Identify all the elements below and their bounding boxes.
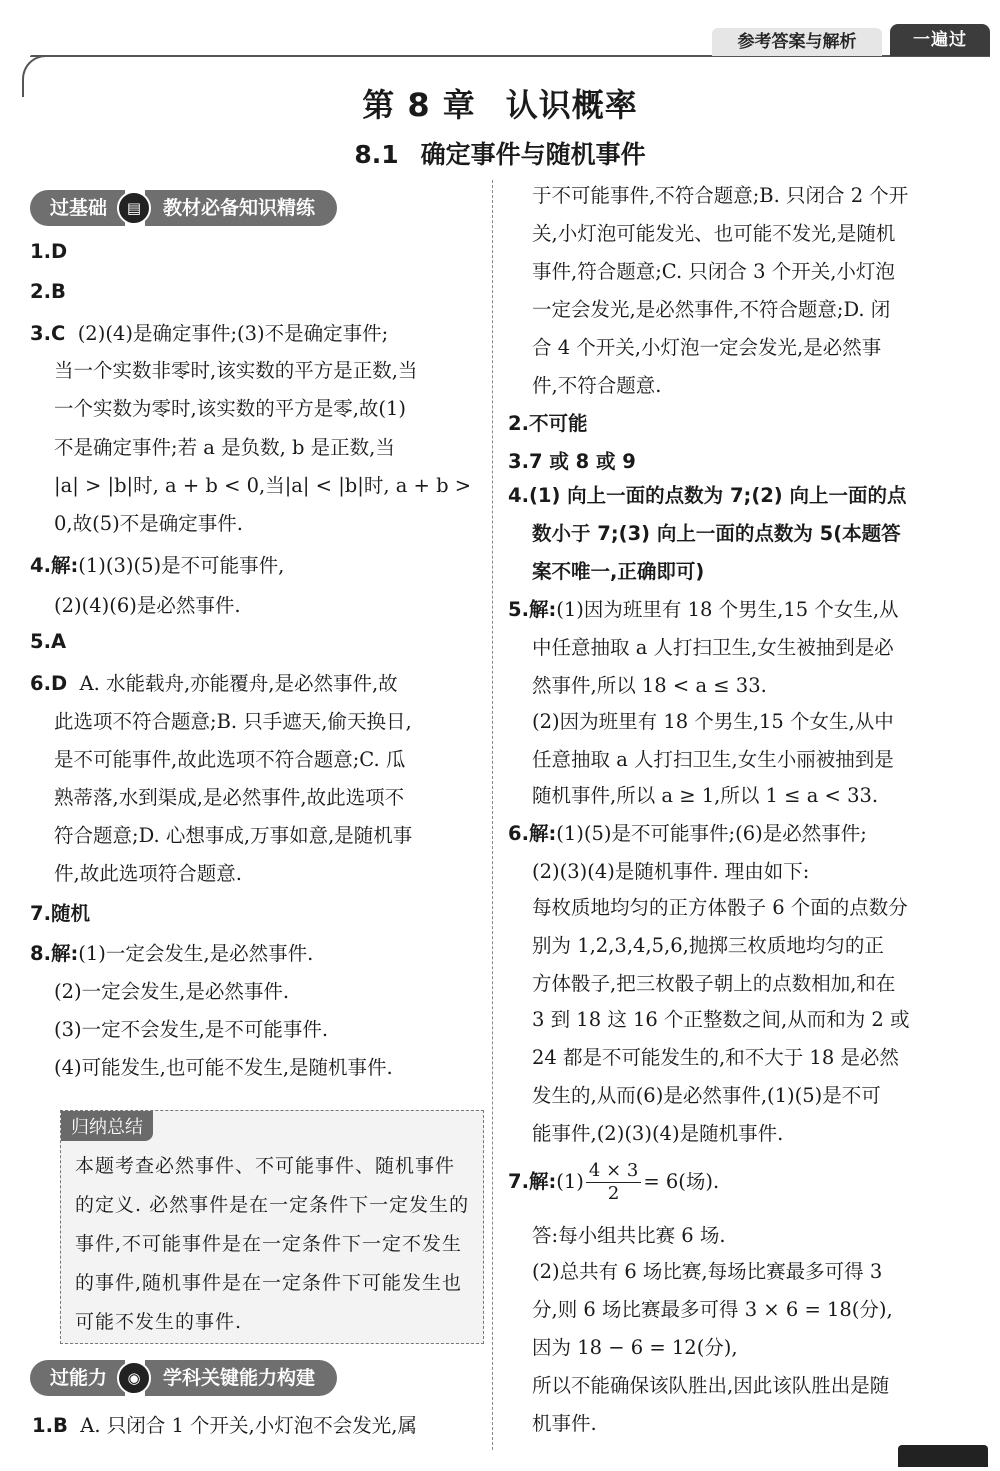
item-number: 6. — [508, 822, 529, 845]
item-answer: 解: — [50, 942, 79, 965]
answer-line — [30, 630, 66, 653]
item-text: (2)(4)(6)是必然事件. — [54, 594, 241, 617]
item-number: 3. — [30, 322, 51, 345]
item-text: 不是确定事件;若 a 是负数, b 是正数,当 — [54, 436, 395, 459]
answer-line — [532, 332, 881, 360]
answer-line — [54, 355, 417, 383]
item-text: (2)(3)(4)是随机事件. 理由如下: — [532, 860, 810, 883]
item-text: 发生的,从而(6)是必然事件,(1)(5)是不可 — [532, 1084, 881, 1107]
brand-logo: 一遍过 — [890, 24, 990, 56]
answer-line — [532, 706, 894, 734]
item-text: 件,故此选项符合题意. — [54, 862, 242, 885]
answer-line — [54, 782, 404, 810]
item-text: 熟蒂落,水到渠成,是必然事件,故此选项不 — [54, 786, 405, 809]
header-tab: 参考答案与解析 — [712, 28, 882, 56]
answer-line — [30, 318, 388, 346]
answer-line — [532, 1042, 899, 1070]
item-text: 方体骰子,把三枚骰子朝上的点数相加,和在 — [532, 972, 896, 995]
answer-line — [508, 818, 867, 846]
answer-line — [30, 898, 90, 926]
answer-line — [54, 508, 243, 536]
answer-line — [508, 480, 907, 508]
item-text: (1)一定会发生,是必然事件. — [78, 942, 314, 965]
item-text: 此选项不符合题意;B. 只手遮天,偷天换日, — [54, 710, 412, 733]
answer-line — [532, 670, 767, 698]
item-answer: B — [50, 280, 66, 303]
item-text: (2)因为班里有 18 个男生,15 个女生,从中 — [532, 710, 894, 733]
item-text: 于不可能事件,不符合题意;B. 只闭合 2 个开 — [532, 184, 909, 207]
answer-line — [532, 256, 895, 284]
item-number: 2. — [508, 412, 529, 435]
answer-line — [532, 632, 894, 660]
ability-badge-right: 学科关键能力构建 — [145, 1360, 337, 1396]
item-number: 4. — [508, 484, 529, 507]
item-answer: 解: — [528, 822, 557, 845]
summary-tag: 归纳总结 — [61, 1111, 153, 1141]
answer-line — [532, 744, 894, 772]
chapter-number: 第 8 章 — [362, 86, 476, 124]
q7-line: 机事件. — [532, 1412, 597, 1435]
fraction: $\frac{4 \times 3}{2}$ — [586, 1160, 641, 1205]
answer-line — [532, 968, 895, 996]
item-text: 是不可能事件,故此选项不符合题意;C. 瓜 — [54, 748, 406, 771]
summary-text: 本题考查必然事件、不可能事件、随机事件的定义. 必然事件是在一定条件下一定发生的事件,不可能事件是在一定条件下一定不发生的事件,随机事件是在一定条件下可能发生也可能不发生的事件. — [75, 1155, 470, 1333]
ability-badge-left: 过能力 — [30, 1360, 125, 1396]
item-answer: A — [50, 630, 67, 653]
answer-line — [532, 892, 908, 920]
answer-line — [30, 280, 66, 303]
answer-line — [54, 432, 395, 460]
item-answer: (1) 向上一面的点数为 7;(2) 向上一面的点 — [528, 484, 907, 507]
item-answer-cont: 案不唯一,正确即可) — [532, 560, 705, 583]
item-text: 任意抽取 a 人打扫卫生,女生小丽被抽到是 — [532, 748, 894, 771]
item-text: 0,故(5)不是确定事件. — [54, 512, 243, 535]
item-text: (4)可能发生,也可能不发生,是随机事件. — [54, 1056, 393, 1079]
q7-line-1: 7.解:(1) $\frac{4 \times 3}{2}$ = 6(场). — [508, 1160, 720, 1204]
answer-line — [532, 218, 895, 246]
answer-line — [532, 180, 908, 208]
item-text: 24 都是不可能发生的,和不大于 18 是必然 — [532, 1046, 899, 1069]
section-name: 确定事件与随机事件 — [420, 140, 646, 169]
item-answer: 7 或 8 或 9 — [528, 450, 636, 473]
answer-line — [532, 856, 809, 884]
item-text: 3 到 18 这 16 个正整数之间,从而和为 2 或 — [532, 1008, 910, 1031]
item-text: 当一个实数非零时,该实数的平方是正数,当 — [54, 359, 418, 382]
answer-line — [54, 976, 289, 1004]
item-answer: 不可能 — [528, 412, 588, 435]
item-number: 1. — [30, 240, 51, 263]
item-answer: D — [50, 672, 68, 695]
item-number: 5. — [508, 598, 529, 621]
item-text: |a| > |b|时, a + b < 0,当|a| < |b|时, a + b > — [54, 474, 472, 497]
item-text: 每枚质地均匀的正方体骰子 6 个面的点数分 — [532, 896, 908, 919]
answer-line — [508, 408, 588, 436]
basics-badge-right: 教材必备知识精练 — [145, 190, 337, 226]
item-number: 4. — [30, 554, 51, 577]
answer-line — [54, 706, 412, 734]
item-number: 8. — [30, 942, 51, 965]
section-title — [0, 135, 1000, 171]
q7-line: 因为 18 − 6 = 12(分), — [532, 1336, 738, 1359]
footer-watermark — [898, 1445, 988, 1467]
answer-line — [30, 668, 398, 696]
item-text: 件,不符合题意. — [532, 374, 662, 397]
item-text: 别为 1,2,3,4,5,6,抛掷三枚质地均匀的正 — [532, 934, 884, 957]
q7-line: 答:每小组共比赛 6 场. — [532, 1224, 726, 1247]
item-text: (2)一定会发生,是必然事件. — [54, 980, 290, 1003]
q7-line: (2)总共有 6 场比赛,每场比赛最多可得 3 — [532, 1260, 883, 1283]
chapter-name: 认识概率 — [505, 86, 638, 124]
item-number: 6. — [30, 672, 51, 695]
answer-line — [54, 744, 405, 772]
item-text: 随机事件,所以 a ≥ 1,所以 1 ≤ a < 33. — [532, 784, 879, 807]
answer-line — [30, 938, 313, 966]
basics-badge — [30, 190, 337, 226]
answer-line — [54, 858, 242, 886]
item-text: 然事件,所以 18 < a ≤ 33. — [532, 674, 767, 697]
item-text: 能事件,(2)(3)(4)是随机事件. — [532, 1122, 784, 1145]
summary-box — [60, 1110, 484, 1344]
item-text: (1)因为班里有 18 个男生,15 个女生,从 — [556, 598, 899, 621]
item-text: 中任意抽取 a 人打扫卫生,女生被抽到是必 — [532, 636, 894, 659]
q7-line: 分,则 6 场比赛最多可得 3 × 6 = 18(分), — [532, 1298, 893, 1321]
item-text: 一个实数为零时,该实数的平方是零,故(1) — [54, 397, 407, 420]
book-icon: ▤ — [117, 191, 151, 225]
item-answer: 解: — [528, 598, 557, 621]
left-answer-line: 1.B A. 只闭合 1 个开关,小灯泡不会发光,属 — [32, 1414, 417, 1437]
item-text: 一定会发光,是必然事件,不符合题意;D. 闭 — [532, 298, 891, 321]
answer-line — [508, 446, 636, 474]
answer-line — [508, 594, 899, 622]
item-text: 合 4 个开关,小灯泡一定会发光,是必然事 — [532, 336, 882, 359]
answer-line — [532, 780, 878, 808]
item-text: (1)(3)(5)是不可能事件, — [78, 554, 285, 577]
answer-line — [532, 930, 884, 958]
chapter-title — [0, 80, 1000, 126]
item-answer: 随机 — [50, 902, 90, 925]
item-answer: 解: — [50, 554, 79, 577]
item-answer: C — [50, 322, 66, 345]
item-number: 3. — [508, 450, 529, 473]
section-number: 8.1 — [354, 140, 399, 169]
answer-line — [54, 1014, 328, 1042]
column-divider — [492, 180, 493, 1450]
answer-line — [532, 1004, 910, 1032]
answer-line — [532, 556, 704, 584]
answer-line — [532, 518, 901, 546]
answer-line — [532, 1118, 783, 1146]
q7-line: 所以不能确保该队胜出,因此该队胜出是随 — [532, 1374, 890, 1397]
basics-badge-left: 过基础 — [30, 190, 125, 226]
item-answer: D — [50, 240, 68, 263]
answer-line — [54, 820, 412, 848]
item-text: (2)(4)是确定事件;(3)不是确定事件; — [77, 322, 389, 345]
item-answer-cont: 数小于 7;(3) 向上一面的点数为 5(本题答 — [532, 522, 901, 545]
item-text: 符合题意;D. 心想事成,万事如意,是随机事 — [54, 824, 413, 847]
item-number: 2. — [30, 280, 51, 303]
item-text: 事件,符合题意;C. 只闭合 3 个开关,小灯泡 — [532, 260, 895, 283]
item-number: 7. — [30, 902, 51, 925]
item-number: 5. — [30, 630, 51, 653]
answer-line — [30, 240, 67, 263]
answer-line — [532, 370, 661, 398]
answer-line — [532, 294, 890, 322]
item-text: A. 水能载舟,亦能覆舟,是必然事件,故 — [79, 672, 398, 695]
answer-line — [54, 1052, 393, 1080]
answer-line — [30, 550, 284, 578]
item-text: (1)(5)是不可能事件;(6)是必然事件; — [556, 822, 867, 845]
answer-line — [532, 1080, 881, 1108]
answer-line — [54, 470, 471, 498]
item-text: 关,小灯泡可能发光、也可能不发光,是随机 — [532, 222, 896, 245]
answer-line — [54, 393, 406, 421]
item-text: (3)一定不会发生,是不可能事件. — [54, 1018, 329, 1041]
ability-badge — [30, 1360, 337, 1396]
answer-line — [54, 590, 241, 618]
medal-icon: ◉ — [117, 1361, 151, 1395]
